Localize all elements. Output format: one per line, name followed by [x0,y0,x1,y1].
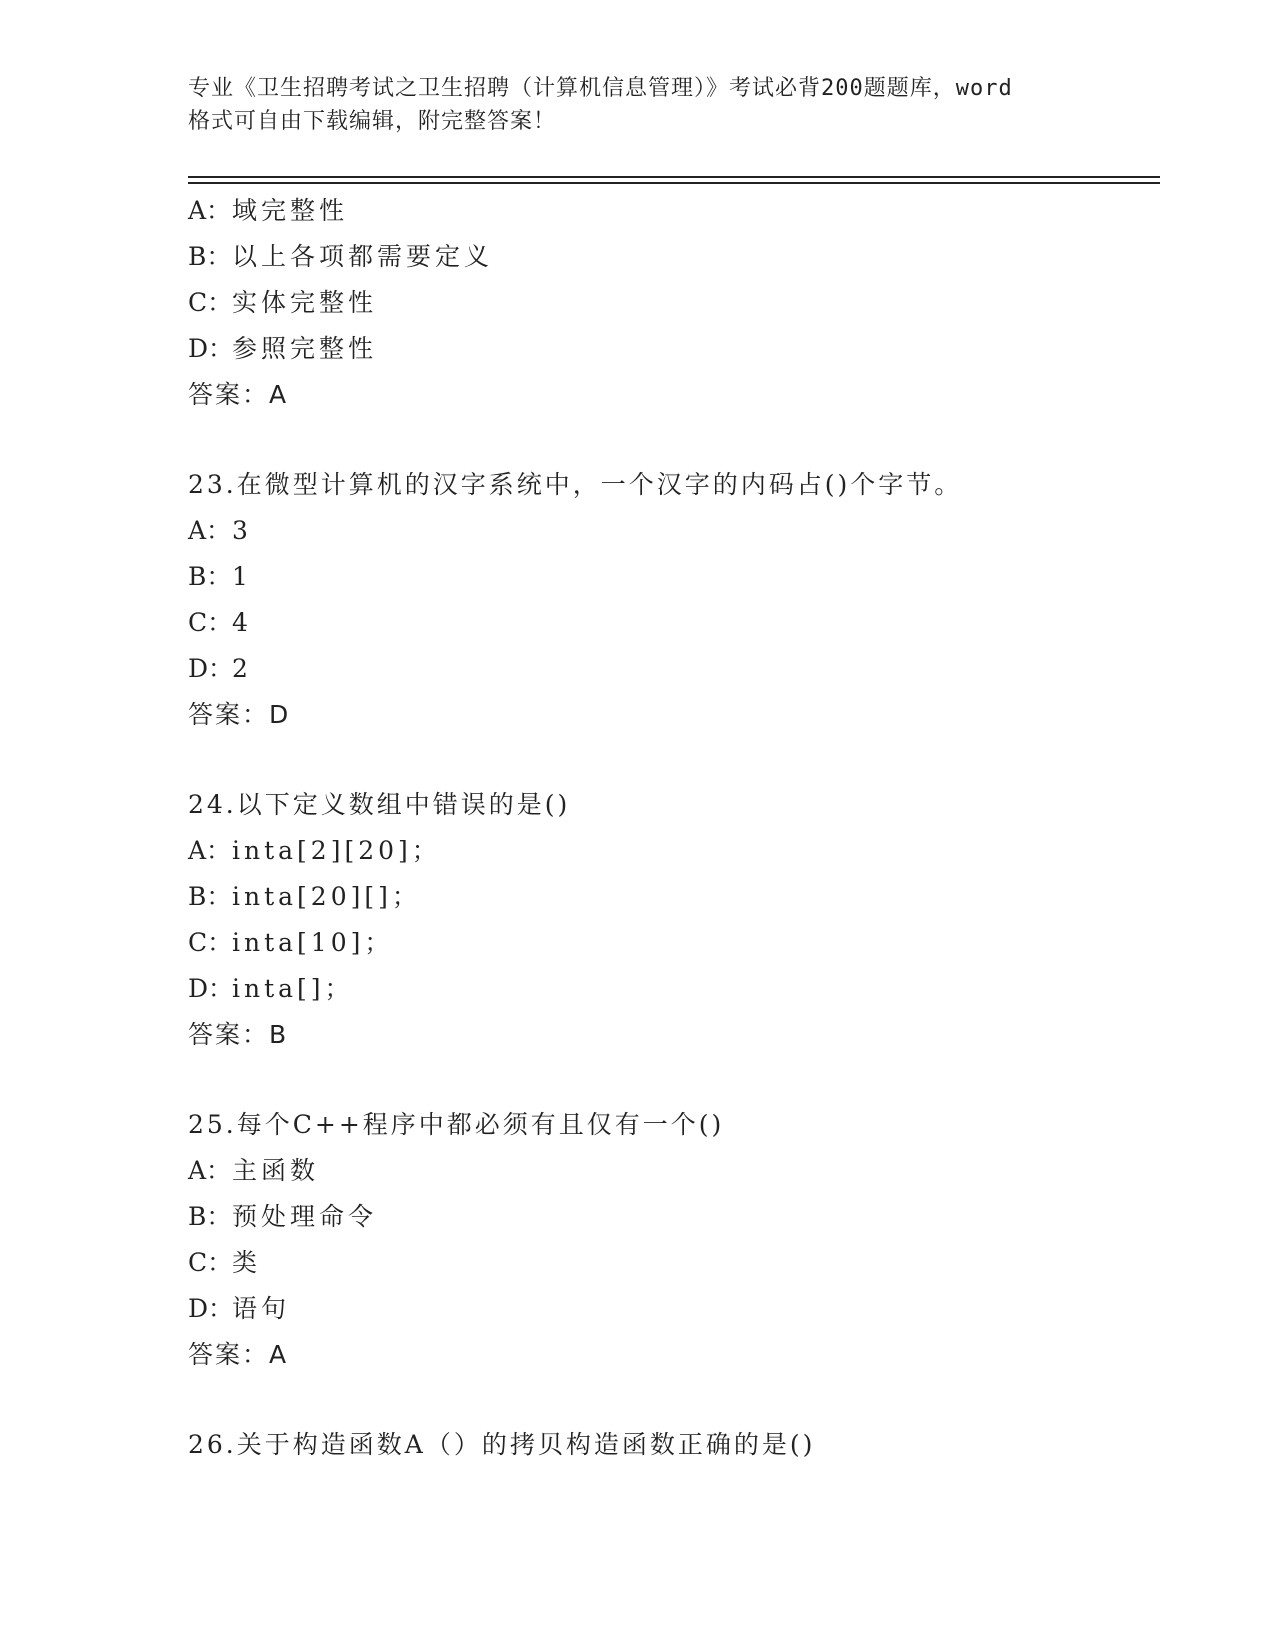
option-d [188,1286,1158,1332]
option-text: 参照完整性 [232,334,378,363]
option-text: 类 [232,1248,262,1277]
option-key: C： [188,608,233,637]
spacer [188,418,1158,462]
option-key: D： [188,654,234,683]
option-text: inta[10]； [232,928,394,957]
answer: 答案：B [188,1020,289,1049]
spacer [188,1378,1158,1422]
option-key: D： [188,974,234,1003]
option-a [188,1148,1158,1194]
option-text: 3 [232,516,252,545]
option-c [188,600,1158,646]
option-key: C： [188,288,233,317]
option-b [188,234,1158,280]
option-key: A： [188,1156,232,1185]
question-22 [188,188,1158,418]
option-a [188,508,1158,554]
option-text: 2 [232,654,252,683]
answer: 答案：D [188,700,291,729]
option-d [188,646,1158,692]
option-text: 语句 [232,1294,291,1323]
option-d [188,326,1158,372]
option-key: C： [188,928,233,957]
option-c [188,1240,1158,1286]
option-b [188,1194,1158,1240]
option-text: 预处理命令 [232,1202,378,1231]
spacer [188,738,1158,782]
option-c [188,920,1158,966]
answer: 答案：A [188,1340,289,1369]
header-divider-bottom [188,182,1160,184]
option-key: D： [188,334,234,363]
header-line-2: 格式可自由下载编辑，附完整答案！ [188,109,557,134]
question-24 [188,782,1158,1058]
option-text: 域完整性 [232,196,349,225]
option-b [188,874,1158,920]
option-text: 实体完整性 [232,288,378,317]
option-a [188,188,1158,234]
option-key: B： [188,882,232,911]
option-text: inta[20][]； [232,882,421,911]
question-25 [188,1102,1158,1378]
option-key: C： [188,1248,233,1277]
option-text: 主函数 [232,1156,320,1185]
option-text: 以上各项都需要定义 [232,242,494,271]
question-26 [188,1422,1158,1468]
header-divider-top [188,176,1160,178]
question-list [188,188,1158,1468]
option-text: 4 [232,608,252,637]
option-key: D： [188,1294,234,1323]
option-key: B： [188,1202,232,1231]
option-key: A： [188,516,232,545]
option-text: inta[]； [232,974,354,1003]
option-b [188,554,1158,600]
option-key: A： [188,196,232,225]
question-title: 24.以下定义数组中错误的是() [188,790,571,819]
question-title: 26.关于构造函数A（）的拷贝构造函数正确的是() [188,1430,816,1459]
question-title: 25.每个C++程序中都必须有且仅有一个() [188,1110,725,1139]
option-d [188,966,1158,1012]
question-23 [188,462,1158,738]
option-c [188,280,1158,326]
option-key: B： [188,242,232,271]
spacer [188,1058,1158,1102]
option-a [188,828,1158,874]
option-text: 1 [232,562,252,591]
header-line-1: 专业《卫生招聘考试之卫生招聘（计算机信息管理）》考试必背200题题库，word [188,76,1013,101]
answer: 答案：A [188,380,289,409]
option-key: B： [188,562,232,591]
question-title: 23.在微型计算机的汉字系统中，一个汉字的内码占()个字节。 [188,470,963,499]
option-key: A： [188,836,232,865]
option-text: inta[2][20]； [232,836,441,865]
document-header [188,72,1088,138]
